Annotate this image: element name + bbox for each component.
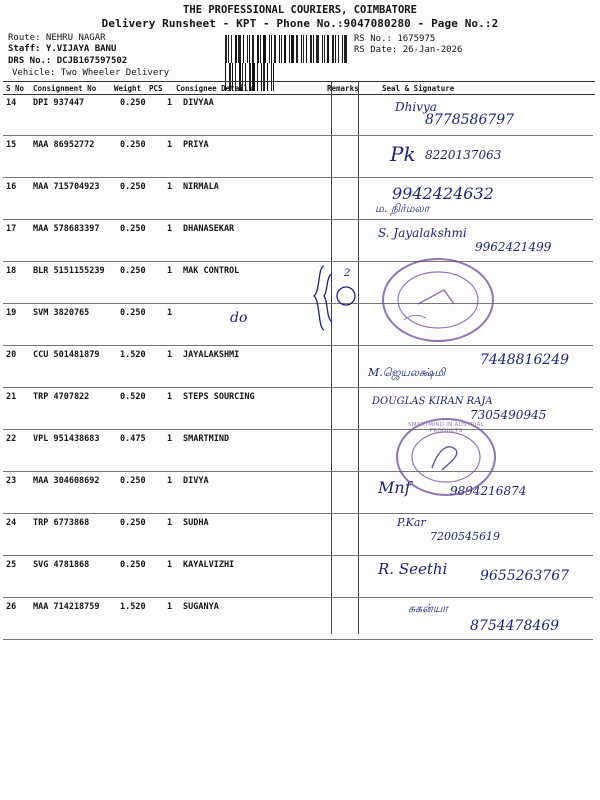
col-consignment: Consignment No	[33, 84, 97, 93]
row-pcs: 1	[167, 308, 173, 318]
row-sno: 24	[6, 518, 17, 528]
row-consignee: MAK CONTROL	[183, 266, 240, 276]
row-consignment: MAA 304608692	[33, 476, 100, 486]
courier-seal-stamp	[382, 258, 494, 342]
barcode-icon	[225, 35, 350, 63]
row-consignee: SUGANYA	[183, 602, 219, 612]
row-sno: 14	[6, 98, 17, 108]
row-weight: 0.250	[120, 182, 146, 192]
brace-annotation	[310, 262, 370, 334]
table-row	[0, 472, 600, 514]
row-sno: 16	[6, 182, 17, 192]
table-row	[0, 430, 600, 472]
row-sno: 20	[6, 350, 17, 360]
seal-text: SMARTMIND IN AUSTRIAL PRODUCTS	[408, 422, 484, 434]
table-row	[0, 94, 600, 136]
row-consignment: MAA 715704923	[33, 182, 100, 192]
row-weight: 1.520	[120, 602, 146, 612]
row-consignment: VPL 951438683	[33, 434, 100, 444]
row-pcs: 1	[167, 350, 173, 360]
col-seal: Seal & Signature	[382, 84, 455, 93]
row-sno: 23	[6, 476, 17, 486]
row-pcs: 1	[167, 434, 173, 444]
row-consignment: CCU 501481879	[33, 350, 100, 360]
row-sno: 18	[6, 266, 17, 276]
handwritten-signature: P.Kar	[397, 516, 426, 529]
table-row	[0, 598, 600, 640]
row-consignee: JAYALAKSHMI	[183, 350, 240, 360]
row-consignee: NIRMALA	[183, 182, 219, 192]
handwritten-signature: Pk	[390, 142, 416, 166]
row-consignee: DIVYA	[183, 476, 209, 486]
row-weight: 0.520	[120, 392, 146, 402]
handwritten-signature: 7200545619	[430, 530, 500, 543]
col-remarks: Remarks	[327, 84, 359, 93]
row-consignment: MAA 714218759	[33, 602, 100, 612]
vehicle-label: Vehicle: Two Wheeler Delivery	[12, 68, 170, 78]
handwritten-signature: 8778586797	[425, 112, 515, 128]
row-consignment: BLR 5151155239	[33, 266, 105, 276]
row-consignee: PRIYA	[183, 140, 209, 150]
handwritten-signature: Dhivya	[395, 100, 437, 114]
col-consignee: Consignee Details	[176, 84, 253, 93]
handwritten-signature: DOUGLAS KIRAN RAJA	[372, 396, 493, 407]
row-consignment: MAA 578683397	[33, 224, 100, 234]
row-consignment: MAA 86952772	[33, 140, 95, 150]
table-row	[0, 136, 600, 178]
row-consignment: SVM 3820765	[33, 308, 90, 318]
handwritten-signature: S. Jayalakshmi	[378, 226, 467, 240]
table-row	[0, 346, 600, 388]
row-sno: 21	[6, 392, 17, 402]
handwritten-signature: 7448816249	[480, 352, 570, 368]
handwritten-signature: 7305490945	[470, 408, 547, 422]
handwritten-signature: 9894216874	[450, 484, 527, 498]
row-weight: 0.250	[120, 224, 146, 234]
row-pcs: 1	[167, 392, 173, 402]
handwritten-signature: do	[230, 310, 248, 326]
row-consignee: KAYALVIZHI	[183, 560, 235, 570]
route-label: Route: NEHRU NAGAR	[8, 33, 106, 43]
row-weight: 1.520	[120, 350, 146, 360]
row-pcs: 1	[167, 518, 173, 528]
handwritten-signature: 9962421499	[475, 240, 552, 254]
handwritten-signature: R. Seethi	[378, 560, 448, 578]
row-consignment: DPI 937447	[33, 98, 85, 108]
handwritten-signature: 9655263767	[480, 568, 570, 584]
table-row	[0, 304, 600, 346]
row-sno: 17	[6, 224, 17, 234]
staff-label: Staff: Y.VIJAYA BANU	[8, 44, 117, 54]
handwritten-signature: 8220137063	[425, 148, 502, 162]
col-sno: S No	[6, 84, 25, 93]
row-sno: 22	[6, 434, 17, 444]
row-pcs: 1	[167, 98, 173, 108]
row-divider	[3, 639, 593, 640]
rs-number: RS No.: 1675975	[354, 34, 436, 44]
table-row	[0, 388, 600, 430]
row-weight: 0.250	[120, 476, 146, 486]
handwritten-signature: Mnf	[378, 478, 411, 497]
row-consignee: DHANASEKAR	[183, 224, 235, 234]
col-pcs: PCS	[149, 84, 163, 93]
row-consignee: DIVYAA	[183, 98, 214, 108]
handwritten-signature: சுகன்யா	[408, 602, 449, 615]
table-row	[0, 262, 600, 304]
row-pcs: 1	[167, 182, 173, 192]
row-sno: 19	[6, 308, 17, 318]
handwritten-signature: M.ஜெயலக்ஷ்மி	[368, 366, 446, 379]
row-weight: 0.250	[120, 266, 146, 276]
row-consignment: TRP 6773868	[33, 518, 90, 528]
row-pcs: 1	[167, 140, 173, 150]
row-weight: 0.250	[120, 140, 146, 150]
smartmind-seal-stamp	[396, 418, 496, 496]
table-row	[0, 556, 600, 598]
row-pcs: 1	[167, 476, 173, 486]
table-row	[0, 178, 600, 220]
row-weight: 0.250	[120, 308, 146, 318]
handwritten-signature: 8754478469	[470, 618, 560, 634]
row-consignee: SMARTMIND	[183, 434, 230, 444]
table-row	[0, 220, 600, 262]
row-consignee: SUDHA	[183, 518, 209, 528]
row-pcs: 1	[167, 266, 173, 276]
row-weight: 0.250	[120, 560, 146, 570]
handwritten-signature: ம. நிர்மலா	[375, 202, 430, 215]
table-top-rule	[3, 81, 595, 82]
row-sno: 25	[6, 560, 17, 570]
row-pcs: 1	[167, 224, 173, 234]
row-sno: 26	[6, 602, 17, 612]
row-weight: 0.250	[120, 98, 146, 108]
runsheet-subtitle: Delivery Runsheet - KPT - Phone No.:9047080280 - Page No.:2	[101, 17, 499, 30]
row-pcs: 1	[167, 602, 173, 612]
handwritten-signature: 2	[344, 268, 351, 279]
col-weight: Weight	[114, 84, 142, 93]
drs-number: DRS No.: DCJB167597502	[8, 56, 128, 66]
handwritten-signature: 9942424632	[392, 184, 494, 203]
rs-date: RS Date: 26-Jan-2026	[354, 45, 463, 55]
row-weight: 0.475	[120, 434, 146, 444]
row-consignment: SVG 4781868	[33, 560, 90, 570]
company-title: THE PROFESSIONAL COURIERS, COIMBATORE	[183, 4, 417, 16]
row-consignee: STEPS SOURCING	[183, 392, 255, 402]
row-pcs: 1	[167, 560, 173, 570]
row-consignment: TRP 4707822	[33, 392, 90, 402]
table-row	[0, 514, 600, 556]
row-sno: 15	[6, 140, 17, 150]
row-weight: 0.250	[120, 518, 146, 528]
